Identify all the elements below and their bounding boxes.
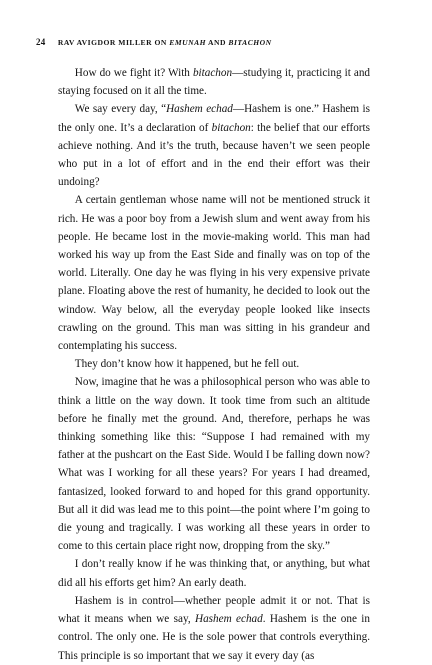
page-header: [36, 35, 406, 49]
text-run: —studying it, practicing it and staying focused on it all the time.: [58, 67, 371, 98]
page-number: 24: [36, 37, 46, 47]
paragraph: [58, 592, 370, 665]
paragraph: [58, 64, 370, 100]
text-run: A certain gentleman whose name will not be mentioned struck it rich. He was a poor boy from a Jewish slum and went away from his people. He became lost in the movie-making world. This man had worked his way up from the East Side and finally was on top of the world. Literally. One day he was flying in his very expensive private plane. Floating above the rest of humanity, he decided to look out the window. Way below, all the everyday people looked like insects crawling on the ground. This man was sitting in his grandeur and contemplating his success.: [58, 194, 370, 353]
paragraph: [58, 373, 370, 555]
text-run: They don’t know how it happened, but he fell out.: [74, 358, 300, 371]
paragraph: [58, 355, 370, 373]
running-head-author: RAV AVIGDOR MILLER ON: [57, 38, 167, 47]
italic-term: Hashem echad: [194, 613, 263, 626]
italic-term: bitachon: [211, 121, 251, 134]
text-run: We say every day, “: [74, 103, 167, 116]
text-run: : the belief that our efforts achieve nothing. And it’s the truth, because haven’t we seen people who put in a lot of effort and in the end their effort was their undoing?: [58, 121, 370, 189]
text-run: —Hashem is one.” Hashem is the only one. It’s a declaration of: [58, 103, 370, 134]
text-run: . Hashem is the one in control. The only one. He is the sole power that controls everything. This principle is so important that we say it every day (as: [58, 613, 370, 662]
running-head-title-part2: BITACHON: [228, 38, 272, 47]
text-run: I don’t really know if he was thinking that, or anything, but what did all his efforts get him? An early death.: [58, 558, 370, 589]
paragraph: [58, 555, 370, 591]
text-run: How do we fight it? With: [74, 67, 193, 79]
italic-term: Hashem echad: [166, 103, 233, 116]
paragraph: [58, 191, 370, 355]
paragraph: [58, 100, 370, 191]
running-head: [58, 38, 272, 47]
running-head-title-part1: EMUNAH: [169, 38, 207, 47]
text-run: Hashem is in control—whether people admit it or not. That is what it means when we say,: [58, 594, 370, 626]
body-text: [58, 64, 370, 665]
running-head-conjunction: AND: [208, 38, 226, 47]
text-run: Now, imagine that he was a philosophical person who was able to think a little on the way down. It took time from such an altitude before he finally met the ground. And, therefore, perhaps he was thinking something like this: “Suppose I had remained with my father at the pushcart on the East Side. Would I be falling down now? What was I working for all these years? For years I had dreamed, fantasized, looked forward to and hoped for this grand opportunity. But all it did was lead me to this point—the point where I’m going to die young and tragically. I was working all these years in order to come to this certain place right now, dropping from the sky.”: [58, 376, 370, 553]
italic-term: bitachon: [192, 67, 233, 79]
